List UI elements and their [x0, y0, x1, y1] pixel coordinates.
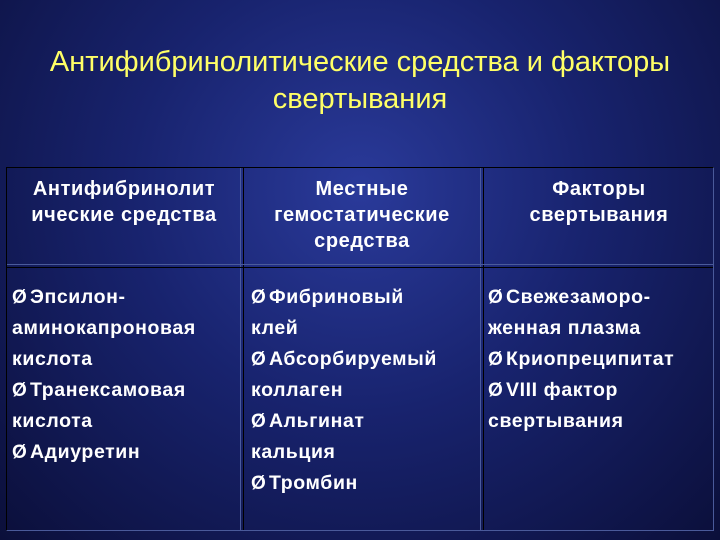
- item-text: женная плазма: [488, 317, 641, 339]
- item-text: кальция: [251, 441, 336, 463]
- list-item: [12, 437, 238, 468]
- arrow-bullet-icon: Ø: [251, 473, 267, 494]
- header-line: свертывания: [529, 204, 669, 226]
- header-local-hemostatics: [243, 176, 481, 254]
- column-coagulation-factors: [488, 282, 713, 437]
- header-divider: [7, 264, 713, 268]
- arrow-bullet-icon: Ø: [251, 287, 267, 308]
- item-text: Адиуретин: [30, 441, 141, 463]
- arrow-bullet-icon: Ø: [12, 287, 28, 308]
- arrow-bullet-icon: Ø: [12, 380, 28, 401]
- slide-title-line: Антифибринолитические средства и факторы: [49, 46, 671, 78]
- arrow-bullet-icon: Ø: [251, 349, 267, 370]
- item-text: Тромбин: [269, 472, 358, 494]
- slide-title: [0, 44, 720, 118]
- list-item: [251, 282, 477, 344]
- list-item: [251, 468, 477, 499]
- header-line: средства: [314, 230, 410, 252]
- header-line: Факторы: [552, 178, 646, 200]
- item-text: Свежезаморо-: [506, 286, 651, 308]
- header-line: Местные: [315, 178, 409, 200]
- list-item: [488, 375, 713, 437]
- item-text: Альгинат: [269, 410, 365, 432]
- item-text: Транексамовая: [30, 379, 186, 401]
- header-coagulation-factors: [483, 176, 715, 228]
- arrow-bullet-icon: Ø: [488, 380, 504, 401]
- item-text: аминокапроновая: [12, 317, 196, 339]
- item-text: Фибриновый: [269, 286, 404, 308]
- item-text: Эпсилон-: [30, 286, 126, 308]
- item-text: Криопреципитат: [506, 348, 675, 370]
- list-item: [251, 344, 477, 406]
- item-text: клей: [251, 317, 299, 339]
- arrow-bullet-icon: Ø: [12, 442, 28, 463]
- item-text: кислота: [12, 410, 93, 432]
- column-local-hemostatics: [251, 282, 477, 499]
- list-item: [12, 282, 238, 375]
- item-text: VIII фактор: [506, 379, 619, 401]
- list-item: [251, 406, 477, 468]
- item-text: коллаген: [251, 379, 344, 401]
- comparison-table: [6, 167, 714, 531]
- item-text: кислота: [12, 348, 93, 370]
- header-line: гемостатические: [274, 204, 450, 226]
- slide-title-line: свертывания: [272, 83, 448, 115]
- item-text: Абсорбируемый: [269, 348, 438, 370]
- column-antifibrinolytics: [12, 282, 238, 468]
- list-item: [488, 282, 713, 344]
- list-item: [488, 344, 713, 375]
- header-line: ические средства: [31, 204, 217, 226]
- header-antifibrinolytics: [7, 176, 241, 228]
- arrow-bullet-icon: Ø: [488, 349, 504, 370]
- header-line: Антифибринолит: [32, 178, 216, 200]
- arrow-bullet-icon: Ø: [488, 287, 504, 308]
- item-text: свертывания: [488, 410, 624, 432]
- list-item: [12, 375, 238, 437]
- arrow-bullet-icon: Ø: [251, 411, 267, 432]
